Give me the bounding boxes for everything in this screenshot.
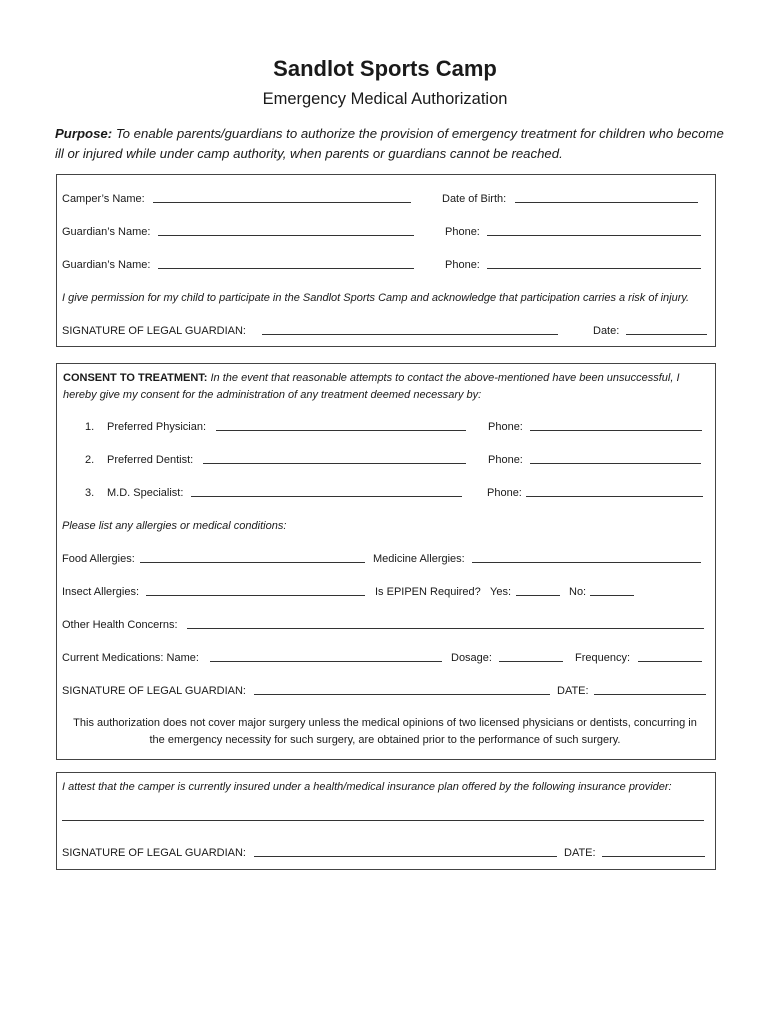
other-health-field[interactable] bbox=[187, 617, 704, 629]
signature-2-label: SIGNATURE OF LEGAL GUARDIAN: bbox=[62, 685, 246, 697]
date-2-label: DATE: bbox=[557, 685, 589, 697]
food-allergies-field[interactable] bbox=[140, 551, 365, 563]
permission-statement: I give permission for my child to participate in the Sandlot Sports Camp and acknowledge that participation carries a risk of injury. bbox=[62, 292, 690, 304]
specialist-phone-field[interactable] bbox=[526, 485, 703, 497]
epipen-no-field[interactable] bbox=[590, 584, 634, 596]
allergies-prompt: Please list any allergies or medical conditions: bbox=[62, 520, 287, 532]
consent-text: In the event that reasonable attempts to contact the above-mentioned have been unsuccessful, I hereby give my consent for the administration of any treatment deemed necessary by: bbox=[63, 372, 680, 401]
disclaimer-line-1: This authorization does not cover major surgery unless the medical opinions of two licensed physicians or dentists, concurring in bbox=[73, 717, 697, 729]
medicine-allergies-field[interactable] bbox=[472, 551, 701, 563]
medications-label: Current Medications: Name: bbox=[62, 652, 199, 664]
guardian-name-2-field[interactable] bbox=[158, 257, 414, 269]
campers-name-field[interactable] bbox=[153, 191, 411, 203]
date-1-field[interactable] bbox=[626, 323, 707, 335]
date-1-label: Date: bbox=[593, 325, 620, 337]
frequency-field[interactable] bbox=[638, 650, 702, 662]
form-title: Sandlot Sports Camp bbox=[273, 56, 497, 81]
campers-name-label: Camper’s Name: bbox=[62, 193, 145, 205]
physician-field[interactable] bbox=[216, 419, 466, 431]
camper-info-section bbox=[56, 174, 716, 347]
item-2-number: 2. bbox=[85, 454, 95, 466]
medicine-allergies-label: Medicine Allergies: bbox=[373, 553, 465, 565]
surgery-disclaimer bbox=[63, 715, 707, 749]
purpose-label: Purpose: bbox=[55, 126, 113, 141]
frequency-label: Frequency: bbox=[575, 652, 631, 664]
guardian-name-1-field[interactable] bbox=[158, 224, 414, 236]
other-health-label: Other Health Concerns: bbox=[62, 619, 178, 631]
dentist-phone-label: Phone: bbox=[488, 454, 523, 466]
signature-2-field[interactable] bbox=[254, 683, 550, 695]
specialist-label: M.D. Specialist: bbox=[107, 487, 184, 499]
specialist-phone-label: Phone: bbox=[487, 487, 522, 499]
insect-allergies-label: Insect Allergies: bbox=[62, 586, 140, 598]
dentist-label: Preferred Dentist: bbox=[107, 454, 194, 466]
insurance-statement: I attest that the camper is currently insured under a health/medical insurance plan offered by the following insurance provider: bbox=[62, 781, 672, 793]
item-3-number: 3. bbox=[85, 487, 95, 499]
purpose-text: To enable parents/guardians to authorize the provision of emergency treatment for children who become ill or injured while under camp authority, when parents or guardians cannot be reached. bbox=[55, 126, 724, 161]
phone-2-label: Phone: bbox=[445, 259, 480, 271]
phone-2-field[interactable] bbox=[487, 257, 701, 269]
date-2-field[interactable] bbox=[594, 683, 706, 695]
signature-1-label: SIGNATURE OF LEGAL GUARDIAN: bbox=[62, 325, 246, 337]
dentist-field[interactable] bbox=[203, 452, 466, 464]
disclaimer-line-2: the emergency necessity for such surgery, are obtained prior to the performance of such surgery. bbox=[149, 734, 621, 746]
date-of-birth-label: Date of Birth: bbox=[442, 193, 507, 205]
date-3-label: DATE: bbox=[564, 847, 596, 859]
phone-1-label: Phone: bbox=[445, 226, 480, 238]
purpose-statement bbox=[55, 124, 725, 164]
insurance-section bbox=[56, 772, 716, 870]
insect-allergies-field[interactable] bbox=[146, 584, 365, 596]
date-of-birth-field[interactable] bbox=[515, 191, 698, 203]
consent-statement bbox=[63, 370, 707, 404]
specialist-field[interactable] bbox=[191, 485, 462, 497]
phone-1-field[interactable] bbox=[487, 224, 701, 236]
physician-phone-label: Phone: bbox=[488, 421, 523, 433]
physician-label: Preferred Physician: bbox=[107, 421, 207, 433]
epipen-label: Is EPIPEN Required? bbox=[375, 586, 481, 598]
epipen-no-label: No: bbox=[569, 586, 587, 598]
form-subtitle: Emergency Medical Authorization bbox=[262, 90, 508, 108]
physician-phone-field[interactable] bbox=[530, 419, 702, 431]
dentist-phone-field[interactable] bbox=[530, 452, 701, 464]
item-1-number: 1. bbox=[85, 421, 95, 433]
epipen-yes-field[interactable] bbox=[516, 584, 560, 596]
signature-1-field[interactable] bbox=[262, 323, 558, 335]
consent-section bbox=[56, 363, 716, 760]
guardian-name-2-label: Guardian’s Name: bbox=[62, 259, 151, 271]
signature-3-label: SIGNATURE OF LEGAL GUARDIAN: bbox=[62, 847, 246, 859]
dosage-label: Dosage: bbox=[451, 652, 492, 664]
dosage-field[interactable] bbox=[499, 650, 563, 662]
food-allergies-label: Food Allergies: bbox=[62, 553, 135, 565]
signature-3-field[interactable] bbox=[254, 845, 557, 857]
date-3-field[interactable] bbox=[602, 845, 705, 857]
guardian-name-1-label: Guardian’s Name: bbox=[62, 226, 151, 238]
medications-field[interactable] bbox=[210, 650, 442, 662]
consent-label: CONSENT TO TREATMENT: bbox=[63, 372, 208, 384]
epipen-yes-label: Yes: bbox=[490, 586, 512, 598]
insurance-provider-field[interactable] bbox=[62, 809, 704, 821]
